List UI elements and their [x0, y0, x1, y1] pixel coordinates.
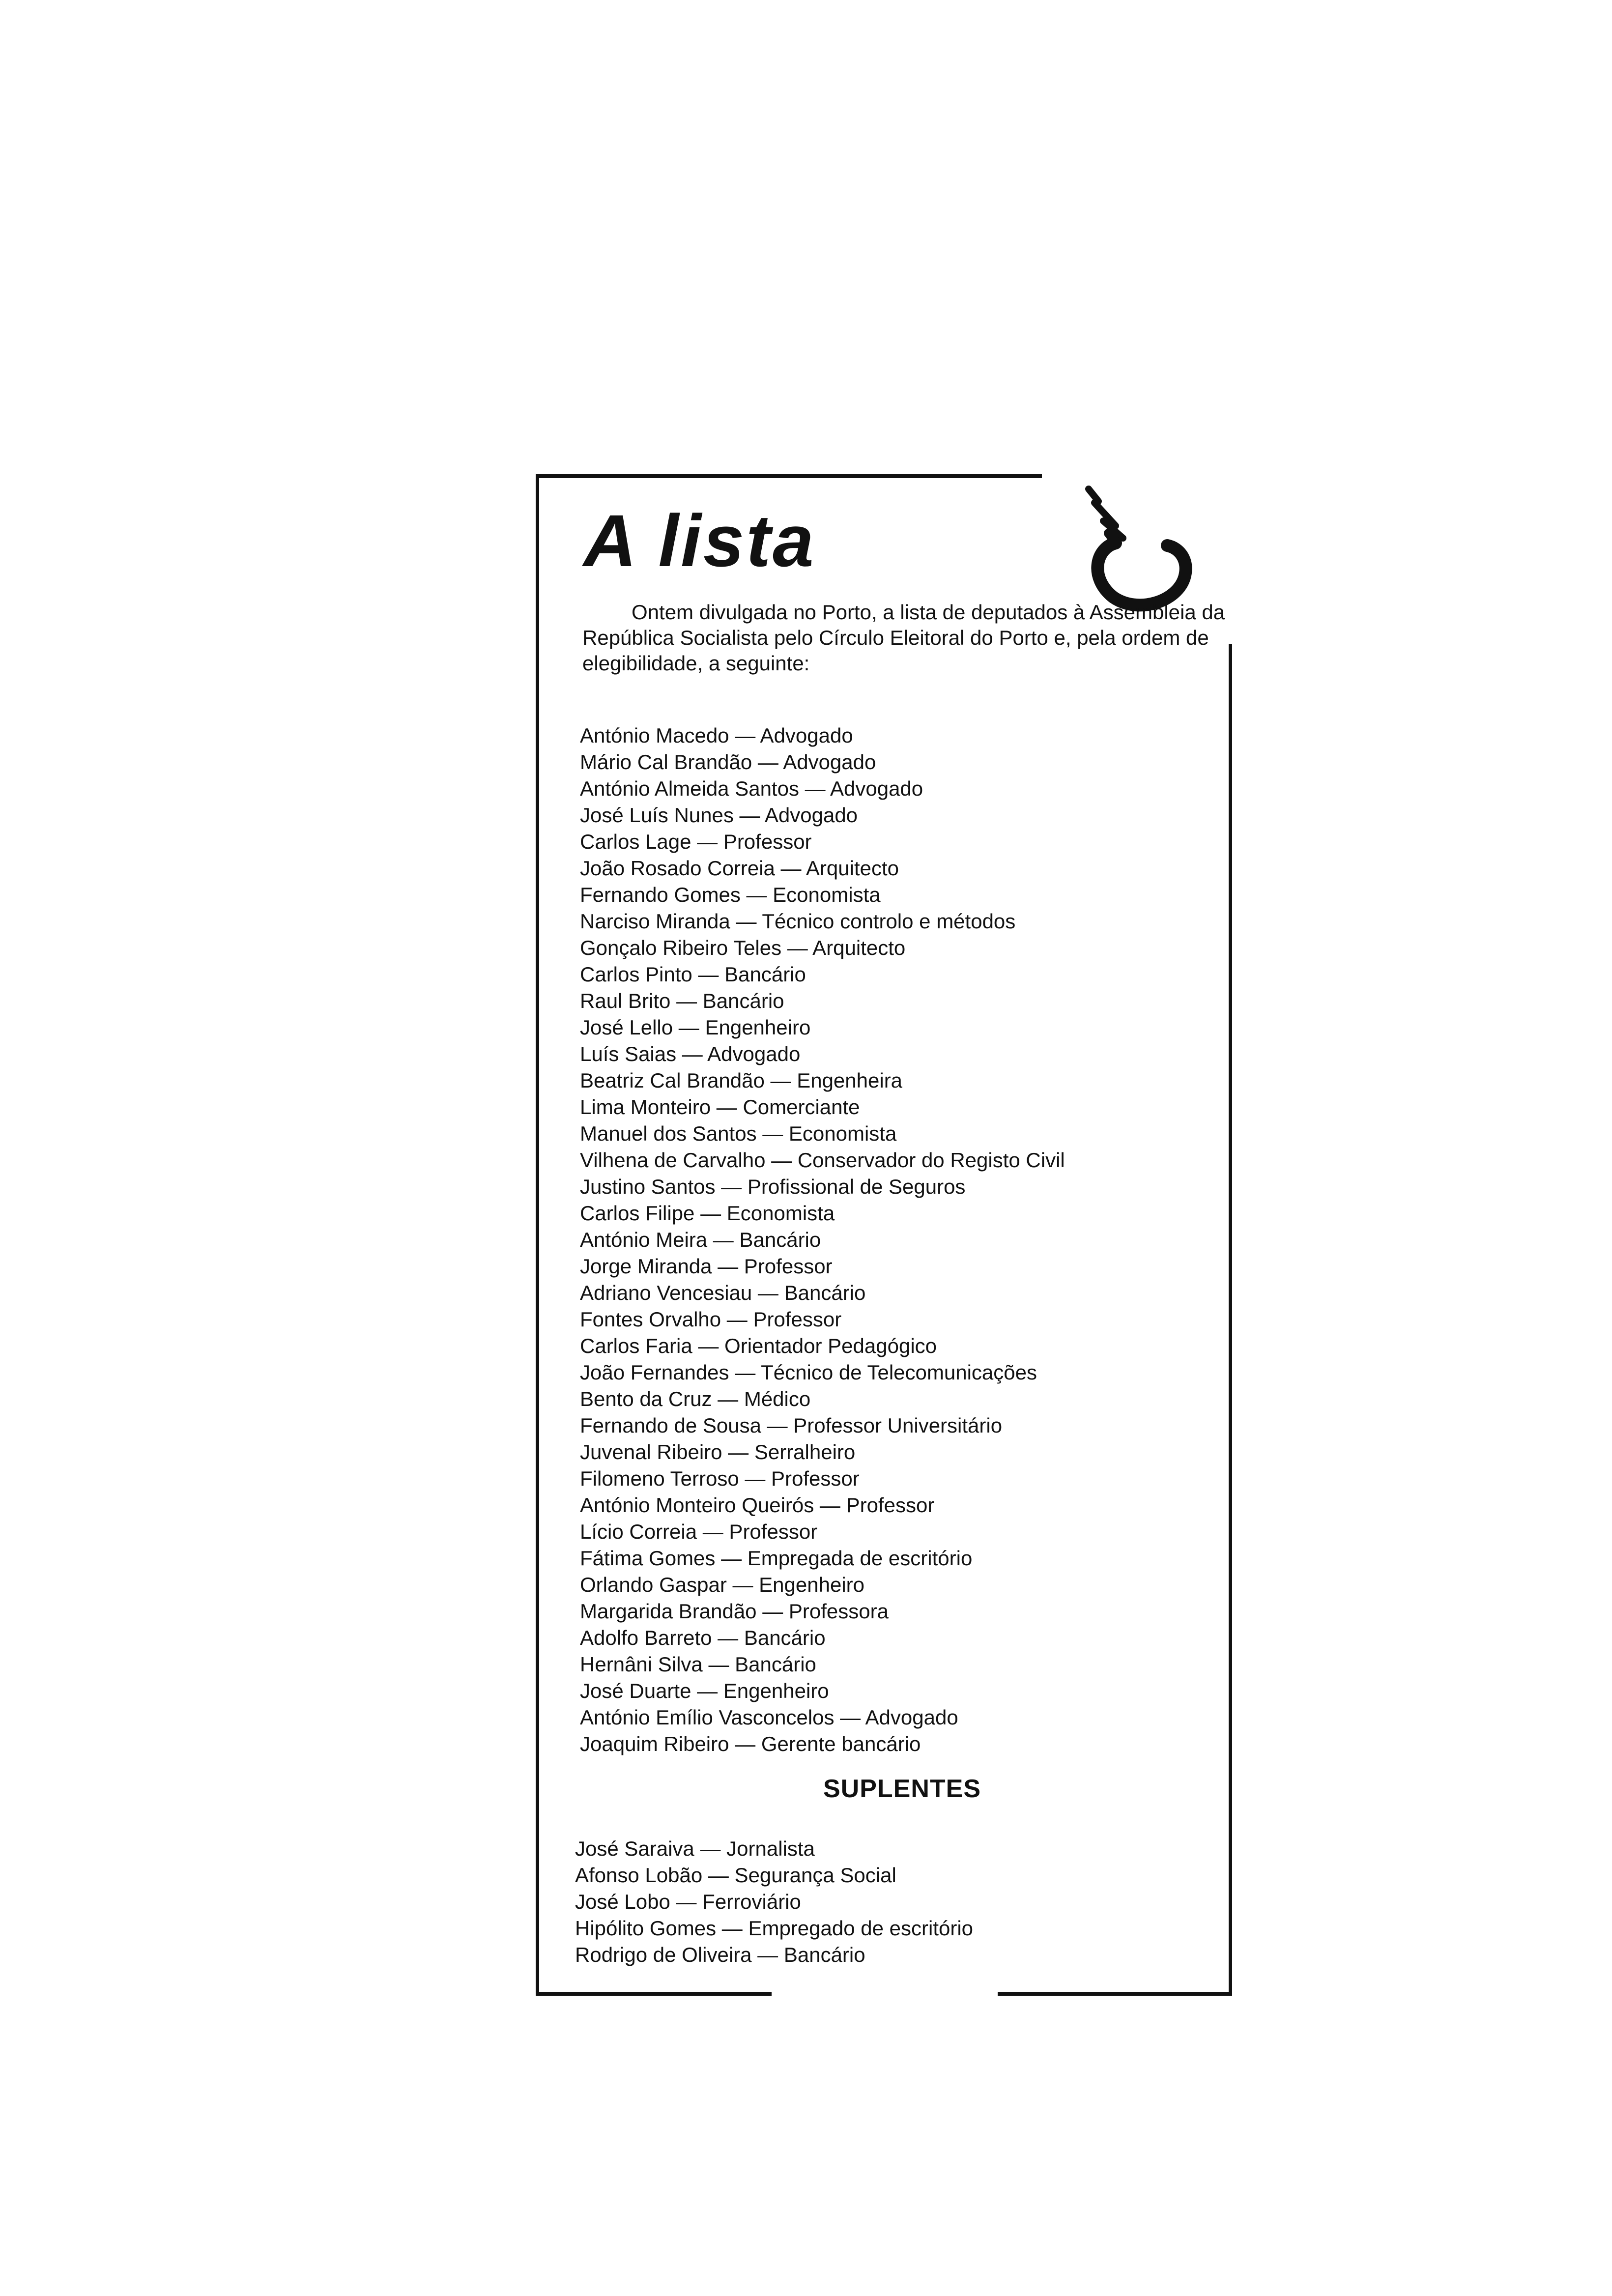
clipping-border-right: [1229, 644, 1232, 1993]
list-item: Joaquim Ribeiro — Gerente bancário: [580, 1732, 921, 1755]
list-item: Fernando de Sousa — Professor Universitário: [580, 1414, 1003, 1437]
list-item: João Rosado Correia — Arquitecto: [580, 857, 899, 880]
article-intro: Ontem divulgada no Porto, a lista de deputados à Assembleia da República Socialista pelo Círculo Eleitoral do Porto e, pela ordem de elegibilidade, a seguinte:: [582, 601, 1225, 675]
candidate-list: [580, 722, 1224, 1757]
list-item: José Luís Nunes — Advogado: [580, 804, 858, 827]
list-item: Carlos Lage — Professor: [580, 830, 812, 853]
list-item: António Meira — Bancário: [580, 1228, 821, 1251]
list-item: Mário Cal Brandão — Advogado: [580, 750, 876, 774]
list-item: Gonçalo Ribeiro Teles — Arquitecto: [580, 936, 906, 959]
newspaper-clipping: [536, 474, 1243, 2003]
list-item: Hipólito Gomes — Empregado de escritório: [575, 1917, 974, 1940]
list-item: Carlos Faria — Orientador Pedagógico: [580, 1334, 937, 1357]
clipping-border-bottom-left: [536, 1992, 772, 1996]
list-item: Orlando Gaspar — Engenheiro: [580, 1573, 864, 1596]
list-item: Vilhena de Carvalho — Conservador do Registo Civil: [580, 1148, 1065, 1172]
suplentes-list: [575, 1836, 1219, 1968]
list-item: Narciso Miranda — Técnico controlo e métodos: [580, 910, 1016, 933]
list-item: José Duarte — Engenheiro: [580, 1679, 829, 1702]
list-item: Justino Santos — Profissional de Seguros: [580, 1175, 966, 1198]
list-item: Adriano Vencesiau — Bancário: [580, 1281, 866, 1304]
list-item: João Fernandes — Técnico de Telecomunicações: [580, 1361, 1037, 1384]
list-item: Beatriz Cal Brandão — Engenheira: [580, 1069, 903, 1092]
list-item: Juvenal Ribeiro — Serralheiro: [580, 1440, 856, 1464]
clipping-border-left: [536, 474, 539, 1995]
clipping-border-bottom-right: [998, 1992, 1232, 1996]
list-item: Carlos Pinto — Bancário: [580, 963, 806, 986]
list-item: António Almeida Santos — Advogado: [580, 777, 923, 800]
suplentes-heading: SUPLENTES: [823, 1775, 981, 1803]
list-item: Manuel dos Santos — Economista: [580, 1122, 897, 1145]
list-item: Hernâni Silva — Bancário: [580, 1653, 816, 1676]
list-item: António Macedo — Advogado: [580, 724, 853, 747]
list-item: Afonso Lobão — Segurança Social: [575, 1864, 896, 1887]
list-item: Adolfo Barreto — Bancário: [580, 1626, 826, 1649]
list-item: Margarida Brandão — Professora: [580, 1600, 889, 1623]
list-item: José Lobo — Ferroviário: [575, 1890, 801, 1913]
clipping-border-top: [536, 474, 1042, 478]
list-item: Jorge Miranda — Professor: [580, 1255, 833, 1278]
list-item: Bento da Cruz — Médico: [580, 1387, 811, 1410]
list-item: Fontes Orvalho — Professor: [580, 1308, 842, 1331]
list-item: António Emílio Vasconcelos — Advogado: [580, 1706, 958, 1729]
list-item: Filomeno Terroso — Professor: [580, 1467, 860, 1490]
list-item: António Monteiro Queirós — Professor: [580, 1493, 935, 1517]
list-item: Lima Monteiro — Comerciante: [580, 1095, 860, 1119]
list-item: Rodrigo de Oliveira — Bancário: [575, 1943, 865, 1966]
list-item: José Saraiva — Jornalista: [575, 1837, 815, 1860]
list-item: José Lello — Engenheiro: [580, 1016, 811, 1039]
list-item: Fernando Gomes — Economista: [580, 883, 881, 906]
list-item: Fátima Gomes — Empregada de escritório: [580, 1547, 973, 1570]
article-title: A lista: [583, 499, 816, 582]
list-item: Carlos Filipe — Economista: [580, 1202, 835, 1225]
list-item: Luís Saias — Advogado: [580, 1042, 801, 1065]
list-item: Raul Brito — Bancário: [580, 989, 784, 1012]
list-item: Lício Correia — Professor: [580, 1520, 818, 1543]
